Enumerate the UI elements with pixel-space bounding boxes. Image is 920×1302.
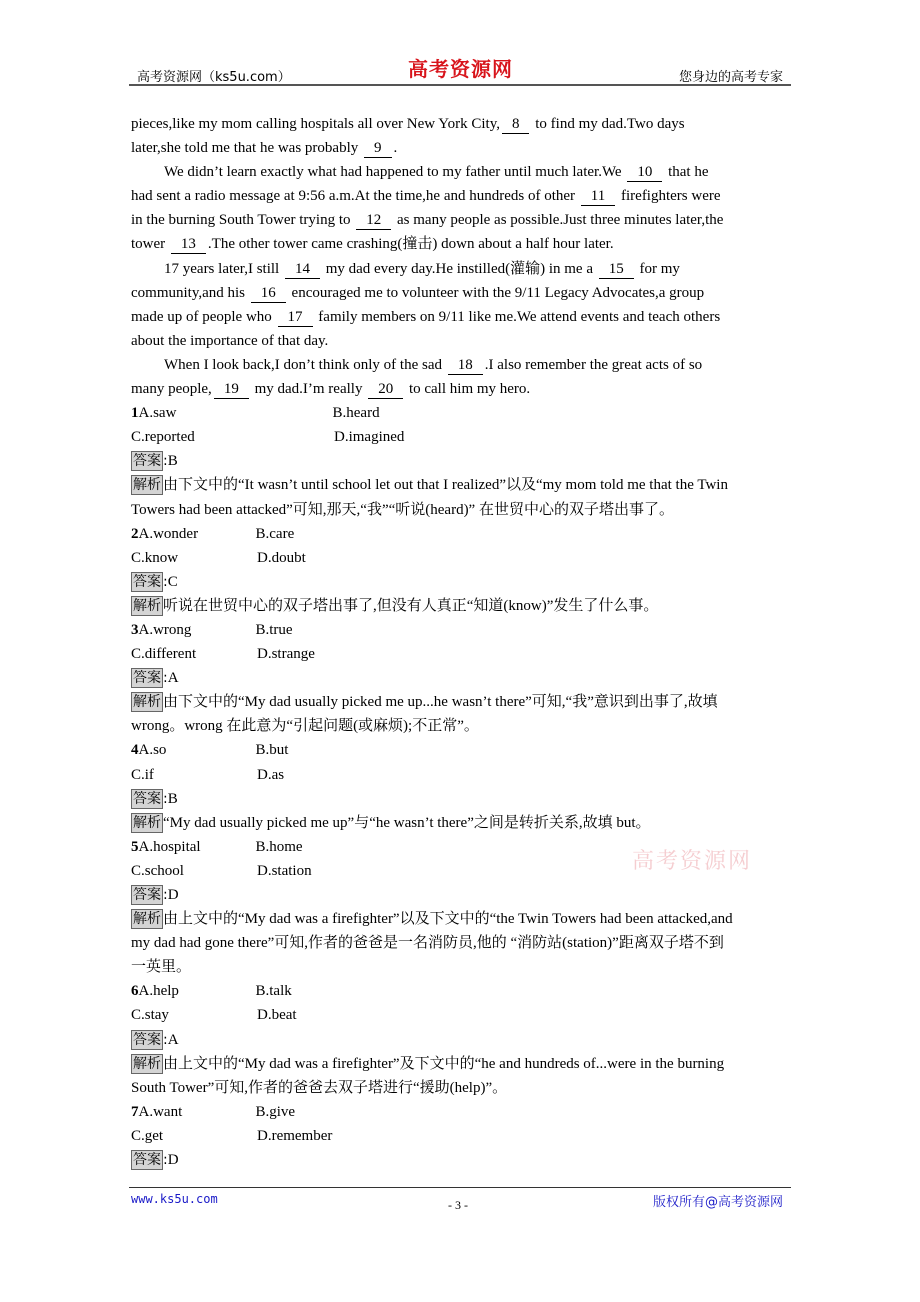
explanation-label: 解析 — [133, 694, 161, 711]
answer-colon: : — [163, 790, 168, 807]
passage-text: firefighters were — [617, 188, 721, 205]
passage-text: .The other tower came crashing(撞击) down about a half hour later. — [207, 236, 614, 253]
option-row — [131, 1124, 791, 1148]
explanation-line — [131, 714, 791, 738]
blank-16: 16 — [251, 285, 286, 303]
passage-text: When I look back,I don’t think only of the sad — [164, 356, 446, 373]
answer-line — [131, 1028, 791, 1052]
passage-text: made up of people who — [131, 308, 276, 325]
explanation-label: 解析 — [133, 597, 161, 614]
explanation-text: my dad had gone there”可知,作者的爸爸是一名消防员,他的 “消防站(station)”距离双子塔不到 — [131, 935, 724, 952]
option: C.if — [131, 766, 154, 783]
answer-value: B — [167, 453, 178, 470]
answer-colon: : — [163, 887, 168, 903]
answer-line — [131, 883, 791, 907]
answer-label: 答案 — [133, 453, 161, 470]
blank-19: 19 — [214, 381, 249, 399]
option: A.so — [138, 742, 167, 759]
option: A.saw — [138, 405, 177, 422]
option: B.give — [255, 1103, 296, 1120]
passage-line — [131, 208, 791, 232]
answer-value: D — [167, 1152, 179, 1169]
explanation-line — [131, 498, 791, 522]
passage-text: community,and his — [131, 284, 249, 301]
blank-9: 9 — [364, 140, 392, 158]
option-row — [131, 522, 791, 546]
explanation-text: 由下文中的“It wasn’t until school let out that I realized”以及“my mom told me that the Twin — [163, 477, 728, 494]
explanation-text: 由下文中的“My dad usually picked me up...he wasn’t there”可知,“我”意识到出事了,故填 — [163, 694, 718, 711]
option: C.get — [131, 1127, 164, 1144]
question-number: 2 — [131, 525, 139, 542]
blank-13: 13 — [171, 236, 206, 254]
answer-label: 答案 — [133, 887, 161, 903]
header-site-name: 高考资源网（ks5u.com） — [137, 70, 291, 85]
explanation-line — [131, 931, 791, 955]
passage-line — [131, 257, 791, 281]
explanation-text: 一英里。 — [131, 959, 192, 976]
footer-divider — [129, 1187, 791, 1188]
option: A.help — [138, 983, 179, 1000]
blank-12: 12 — [356, 212, 391, 230]
option-row — [131, 979, 791, 1003]
option-row — [131, 738, 791, 762]
blank-14: 14 — [285, 261, 320, 279]
explanation-line — [131, 473, 791, 497]
explanation-label: 解析 — [133, 814, 161, 831]
passage-text: my dad.I’m really — [250, 381, 367, 398]
document-body — [131, 112, 791, 1172]
blank-18: 18 — [448, 357, 483, 375]
option-row — [131, 425, 791, 449]
site-logo: 高考资源网 — [408, 57, 513, 81]
answer-colon: : — [163, 573, 168, 590]
passage-line — [131, 329, 791, 353]
answer-line — [131, 787, 791, 811]
passage-text: We didn’t learn exactly what had happened to my father until much later.We — [164, 164, 626, 181]
answer-colon: : — [163, 453, 168, 470]
page-number: - 3 - — [448, 1198, 468, 1212]
option: B.talk — [255, 983, 292, 1000]
watermark: 高考资源网 — [632, 849, 753, 874]
answer-label: 答案 — [133, 573, 161, 590]
answer-value: B — [167, 790, 178, 807]
option: C.know — [131, 549, 179, 566]
option-row — [131, 763, 791, 787]
passage-text: my dad every day.He instilled(灌输) in me a — [321, 260, 597, 277]
blank-11: 11 — [581, 188, 615, 206]
question-number: 5 — [131, 838, 139, 855]
explanation-label: 解析 — [133, 477, 161, 494]
option: C.different — [131, 646, 197, 663]
footer-copyright: 版权所有@高考资源网 — [652, 1195, 783, 1210]
option: D.as — [257, 766, 285, 783]
option: D.doubt — [257, 549, 306, 566]
explanation-line — [131, 1052, 791, 1076]
passage-line — [131, 305, 791, 329]
question-number: 4 — [131, 742, 139, 759]
answer-value: C — [167, 573, 178, 590]
passage-text: family members on 9/11 like me.We attend events and teach others — [314, 308, 721, 325]
passage-text: that he — [664, 164, 709, 181]
passage-text: had sent a radio message at 9:56 a.m.At the time,he and hundreds of other — [131, 188, 579, 205]
explanation-line — [131, 907, 791, 931]
option: B.heard — [332, 405, 380, 422]
explanation-line — [131, 811, 791, 835]
answer-label: 答案 — [133, 790, 161, 807]
passage-text: . — [393, 140, 398, 157]
explanation-label: 解析 — [133, 1055, 161, 1072]
explanation-text: 由上文中的“My dad was a firefighter”及下文中的“he and hundreds of...were in the burning — [163, 1055, 725, 1072]
option-row — [131, 642, 791, 666]
passage-line — [131, 112, 791, 136]
explanation-text: wrong。wrong 在此意为“引起问题(或麻烦);不正常”。 — [131, 718, 479, 735]
passage-text: about the importance of that day. — [131, 332, 329, 349]
answer-label: 答案 — [133, 1031, 161, 1048]
option: C.stay — [131, 1007, 169, 1024]
answer-label: 答案 — [133, 670, 161, 687]
passage-line — [131, 232, 791, 256]
passage-text: later,she told me that he was probably — [131, 140, 362, 157]
answer-line — [131, 1148, 791, 1172]
explanation-line — [131, 690, 791, 714]
option: D.beat — [257, 1007, 297, 1024]
passage-line — [131, 281, 791, 305]
question-number: 3 — [131, 621, 139, 638]
passage-text: encouraged me to volunteer with the 9/11 Legacy Advocates,a group — [287, 284, 705, 301]
answer-line — [131, 570, 791, 594]
explanation-line — [131, 955, 791, 979]
answer-value: D — [167, 887, 179, 903]
option: D.remember — [257, 1127, 333, 1144]
passage-text: tower — [131, 236, 169, 253]
passage-text: to find my dad.Two days — [531, 116, 685, 132]
explanation-line — [131, 594, 791, 618]
footer-link[interactable]: www.ks5u.com — [131, 1192, 218, 1206]
question-number: 1 — [131, 405, 139, 422]
blank-20: 20 — [368, 381, 403, 399]
passage-text: as many people as possible.Just three minutes later,the — [393, 212, 724, 229]
option-row — [131, 1100, 791, 1124]
answer-value: A — [167, 670, 179, 687]
passage-text: 17 years later,I still — [164, 260, 283, 277]
passage-text: to call him my hero. — [405, 381, 531, 398]
option-row — [131, 401, 791, 425]
question-number: 6 — [131, 983, 139, 1000]
answer-colon: : — [163, 1152, 168, 1169]
answer-colon: : — [163, 670, 168, 687]
option: D.strange — [257, 646, 315, 663]
explanation-text: 由上文中的“My dad was a firefighter”以及下文中的“the Twin Towers had been attacked,and — [163, 911, 733, 928]
header-slogan: 您身边的高考专家 — [678, 70, 783, 85]
answer-value: A — [167, 1031, 179, 1048]
answer-label: 答案 — [133, 1152, 161, 1169]
question-number: 7 — [131, 1103, 139, 1120]
blank-8: 8 — [502, 116, 530, 134]
option: C.reported — [131, 429, 195, 446]
option-row — [131, 546, 791, 570]
option: A.wrong — [138, 621, 192, 638]
option: A.want — [138, 1103, 183, 1120]
option: B.home — [255, 838, 303, 855]
option: D.station — [257, 862, 312, 879]
passage-line — [131, 136, 791, 160]
answer-line — [131, 449, 791, 473]
passage-text: for my — [635, 260, 680, 277]
explanation-text: Towers had been attacked”可知,那天,“我”“听说(heard)” 在世贸中心的双子塔出事了。 — [131, 501, 674, 518]
passage-line — [131, 160, 791, 184]
option: B.care — [255, 525, 295, 542]
explanation-text: “My dad usually picked me up”与“he wasn’t there”之间是转折关系,故填 but。 — [163, 814, 651, 831]
passage-line — [131, 377, 791, 401]
option: D.imagined — [334, 429, 405, 446]
option-row — [131, 1003, 791, 1027]
explanation-label: 解析 — [133, 911, 161, 928]
option-row — [131, 618, 791, 642]
explanation-text: South Tower”可知,作者的爸爸去双子塔进行“援助(help)”。 — [131, 1079, 508, 1096]
passage-text: pieces,like my mom calling hospitals all over New York City, — [131, 116, 500, 132]
explanation-text: 听说在世贸中心的双子塔出事了,但没有人真正“知道(know)”发生了什么事。 — [163, 597, 659, 614]
passage-line — [131, 184, 791, 208]
option: A.wonder — [138, 525, 199, 542]
passage-text: many people, — [131, 381, 212, 398]
passage-text: .I also remember the great acts of so — [484, 356, 703, 373]
option: A.hospital — [138, 838, 201, 855]
blank-15: 15 — [599, 261, 634, 279]
option: B.but — [255, 742, 289, 759]
passage-text: in the burning South Tower trying to — [131, 212, 355, 229]
option: C.school — [131, 862, 184, 879]
answer-colon: : — [163, 1031, 168, 1048]
blank-17: 17 — [278, 309, 313, 327]
blank-10: 10 — [627, 164, 662, 182]
answer-line — [131, 666, 791, 690]
option: B.true — [255, 621, 293, 638]
header-divider — [129, 84, 791, 86]
passage-line — [131, 353, 791, 377]
explanation-line — [131, 1076, 791, 1100]
